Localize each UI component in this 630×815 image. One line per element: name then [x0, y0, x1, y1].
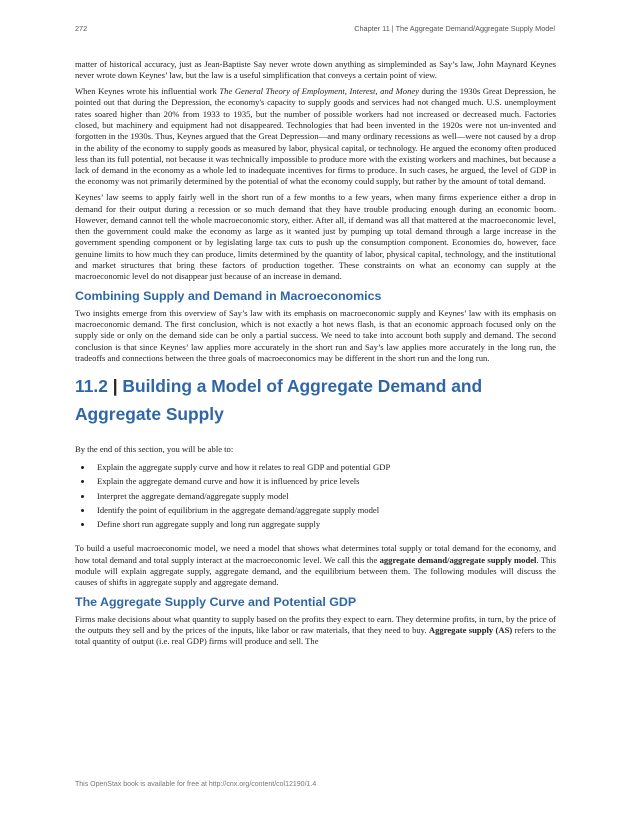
page-body: [75, 59, 556, 652]
list-item: • Interpret the aggregate demand/aggregate supply model: [93, 489, 556, 503]
paragraph: [75, 543, 556, 588]
page-footer: This OpenStax book is available for free at http://cnx.org/content/col12190/1.4: [75, 781, 317, 788]
paragraph: matter of historical accuracy, just as Jean-Baptiste Say never wrote down anything as simpleminded as Say’s law, John Maynard Keynes never wrote down Keynes’ law, but the law is a useful simplification that conveys a certain point of view.: [75, 59, 556, 81]
text-run: refers to the total quantity of output (i.e. real GDP) firms will produce and sell. The: [75, 624, 556, 647]
section-number: 11.2: [75, 376, 108, 397]
text-run: . This module will explain aggregate supply, aggregate demand, and the equilibrium between them. The following modules will discuss the causes of shifts in aggregate supply and aggregate demand.: [75, 554, 556, 588]
list-item: • Define short run aggregate supply and long run aggregate supply: [93, 517, 556, 531]
paragraph: Keynes’ law seems to apply fairly well in the short run of a few months to a few years, when many firms experience either a drop in demand for their output during a recession or so much demand that they have trouble producing enough during an economic boom. However, demand cannot tell the whole macroeconomic story, either. After all, if demand was all that mattered at the macroeconomic level, then the government could make the economy as large as it wanted just by pumping up total demand through a large increase in the government spending component or by legislating large tax cuts to push up the consumption component. Economies do, however, face genuine limits to how much they can produce, limits determined by the quantity of labor, physical capital, technology, and the institutional and market structures that bring these factors of production together. These constraints on what an economy can supply at the macroeconomic level do not disappear just because of an increase in demand.: [75, 192, 556, 282]
subsection-heading: Combining Supply and Demand in Macroeconomics: [75, 288, 382, 303]
paragraph: [75, 614, 556, 648]
text-run: Firms make decisions about what quantity to supply based on the profits they expect to earn. They determine profits, in turn, by the price of the outputs they sell and by the prices of the inputs, like labor or raw materials, that they need to buy.: [75, 613, 556, 635]
section-heading: [75, 372, 556, 428]
key-term: aggregate demand/aggregate supply model: [379, 554, 537, 565]
key-term: Aggregate supply (AS): [428, 624, 513, 635]
objectives-intro: By the end of this section, you will be able to:: [75, 444, 234, 455]
text-run: When Keynes wrote his influential work: [75, 86, 220, 97]
subsection-heading: The Aggregate Supply Curve and Potential GDP: [75, 594, 357, 609]
page-number: 272: [75, 24, 88, 33]
page-header: [75, 20, 555, 34]
text-run: To build a useful macroeconomic model, we need a model that shows what determines total supply or total demand for the economy, and how total demand and total supply interact at the macroeconomic level. We call this the: [75, 543, 556, 565]
objectives-list: [75, 460, 556, 531]
section-separator: |: [107, 376, 123, 397]
section-title: Building a Model of Aggregate Demand and Aggregate Supply: [75, 376, 483, 425]
list-item: • Explain the aggregate supply curve and how it relates to real GDP and potential GDP: [93, 460, 556, 474]
paragraph: Two insights emerge from this overview of Say’s law with its emphasis on macroeconomic supply and Keynes’ law with its emphasis on macroeconomic demand. The first conclusion, which is not exactly a hot news flash, is that an economic approach focused only on the supply side or only on the demand side can be only a partial success. We need to take into account both supply and demand. The second conclusion is that since Keynes’ law applies more accurately in the short run and Say’s law applies more accurately in the long run, the tradeoffs and connections between the three goals of macroeconomics may be different in the short run and the long run.: [75, 307, 556, 363]
book-title: The General Theory of Employment, Interest, and Money: [219, 86, 420, 97]
list-item: • Explain the aggregate demand curve and how it is influenced by price levels: [93, 474, 556, 488]
chapter-title: Chapter 11 | The Aggregate Demand/Aggregate Supply Model: [354, 24, 555, 33]
text-run: during the 1930s Great Depression, he pointed out that during the Depression, the economy's capacity to supply goods and services had not changed much. U.S. unemployment rates soared higher than 20% from 1933 to 1935, but the number of possible workers had not increased or decreased much. Factories closed, but machinery and equipment had not disappeared. Technologies that had been invented in the 1920s were not un-invented and forgotten in the 1930s. Thus, Keynes argued that the Great Depression—and many ordinary recessions as well—were not caused by a drop in the ability of the economy to supply goods as measured by labor, physical capital, or technology. He argued the economy often produced less than its full potential, not because it was technically impossible to produce more with the existing workers and machines, but because a lack of demand in the economy as a whole led to inadequate incentives for firms to produce. In such cases, he argued, the level of GDP in the economy was not primarily determined by the potential of what the economy could supply, but rather by the amount of total demand.: [75, 86, 556, 187]
paragraph: [75, 86, 556, 188]
list-item: • Identify the point of equilibrium in the aggregate demand/aggregate supply model: [93, 503, 556, 517]
